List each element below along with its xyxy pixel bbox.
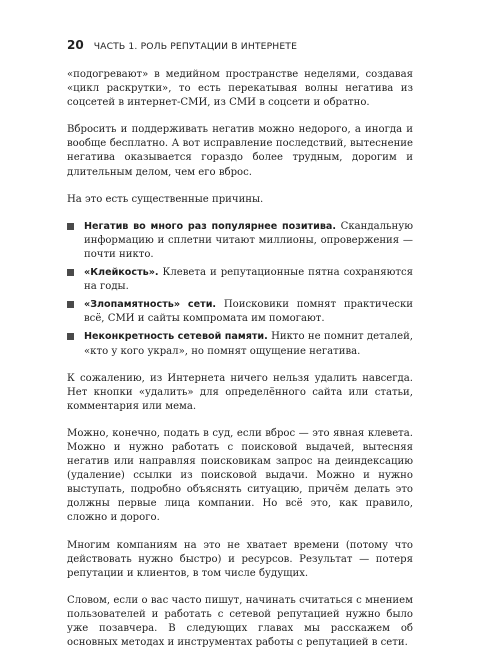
bullet-lead: «Злопамятность» сети. bbox=[84, 299, 217, 311]
paragraph-7: Словом, если о вас часто пишут, начинать считаться с мнением пользователей и работать с сетевой репутацией нужно было уже позавчера. В следующих главах мы расскажем об основных методах и инструментах работы с репутацией в сети. bbox=[67, 594, 413, 649]
bullet-text: Клевета и репутационные пятна сохраняются на годы. bbox=[84, 267, 413, 293]
paragraph-3: На это есть существенные причины. bbox=[67, 193, 264, 205]
running-header bbox=[67, 38, 297, 54]
page-number: 20 bbox=[67, 38, 84, 52]
bullet-lead: Неконкретность сетевой памяти. bbox=[84, 331, 268, 343]
paragraph-4: К сожалению, из Интернета ничего нельзя удалить навсегда. Нет кнопки «удалить» для определённого сайта или статьи, комментария или мема. bbox=[67, 372, 413, 412]
list-item bbox=[67, 298, 413, 326]
square-bullet-icon bbox=[67, 269, 74, 276]
square-bullet-icon bbox=[67, 333, 74, 340]
paragraph-6: Многим компаниям на это не хватает времени (потому что действовать нужно быстро) и ресурсов. Результат — потеря репутации и клиентов, в том числе будущих. bbox=[67, 539, 413, 579]
bullet-text: Никто не помнит деталей, «кто у кого украл», но помнят ощущение негатива. bbox=[84, 331, 414, 357]
bullet-lead: Негатив во много раз популярнее позитива. bbox=[84, 220, 337, 232]
body-text bbox=[67, 68, 413, 663]
list-item bbox=[67, 266, 413, 294]
bullet-text: Поисковики помнят практически всё, СМИ и сайты компромата им помогают. bbox=[84, 299, 413, 325]
reasons-list bbox=[67, 220, 413, 359]
bullet-lead: «Клейкость». bbox=[84, 267, 159, 279]
list-item bbox=[67, 220, 413, 262]
square-bullet-icon bbox=[67, 223, 74, 230]
square-bullet-icon bbox=[67, 301, 74, 308]
paragraph-5: Можно, конечно, подать в суд, если вброс — это явная клевета. Можно и нужно работать с поисковой выдачей, вытесняя негатив или направляя поисковикам запрос на деиндексацию (удаление) ссылки из поисковой выдачи. Можно и нужно выступать, подробно объяснять ситуацию, причём делать это должны первые лица компании. Но всё это, как правило, сложно и дорого. bbox=[67, 427, 413, 524]
paragraph-2: Вбросить и поддерживать негатив можно недорого, а иногда и вообще бесплатно. А вот исправление последствий, вытеснение негатива оказывается гораздо более трудным, дорогим и длительным делом, чем его вброс. bbox=[67, 124, 413, 178]
paragraph-1: «подогревают» в медийном пространстве неделями, создавая «цикл раскрутки», то есть перекатывая волны негатива из соцсетей в интернет-СМИ, из СМИ в соцсети и обратно. bbox=[67, 69, 413, 109]
bullet-text: Скандальную информацию и сплетни читают миллионы, опровержения — почти никто. bbox=[84, 220, 413, 260]
section-title: ЧАСТЬ 1. РОЛЬ РЕПУТАЦИИ В ИНТЕРНЕТЕ bbox=[93, 41, 298, 52]
list-item bbox=[67, 330, 413, 358]
